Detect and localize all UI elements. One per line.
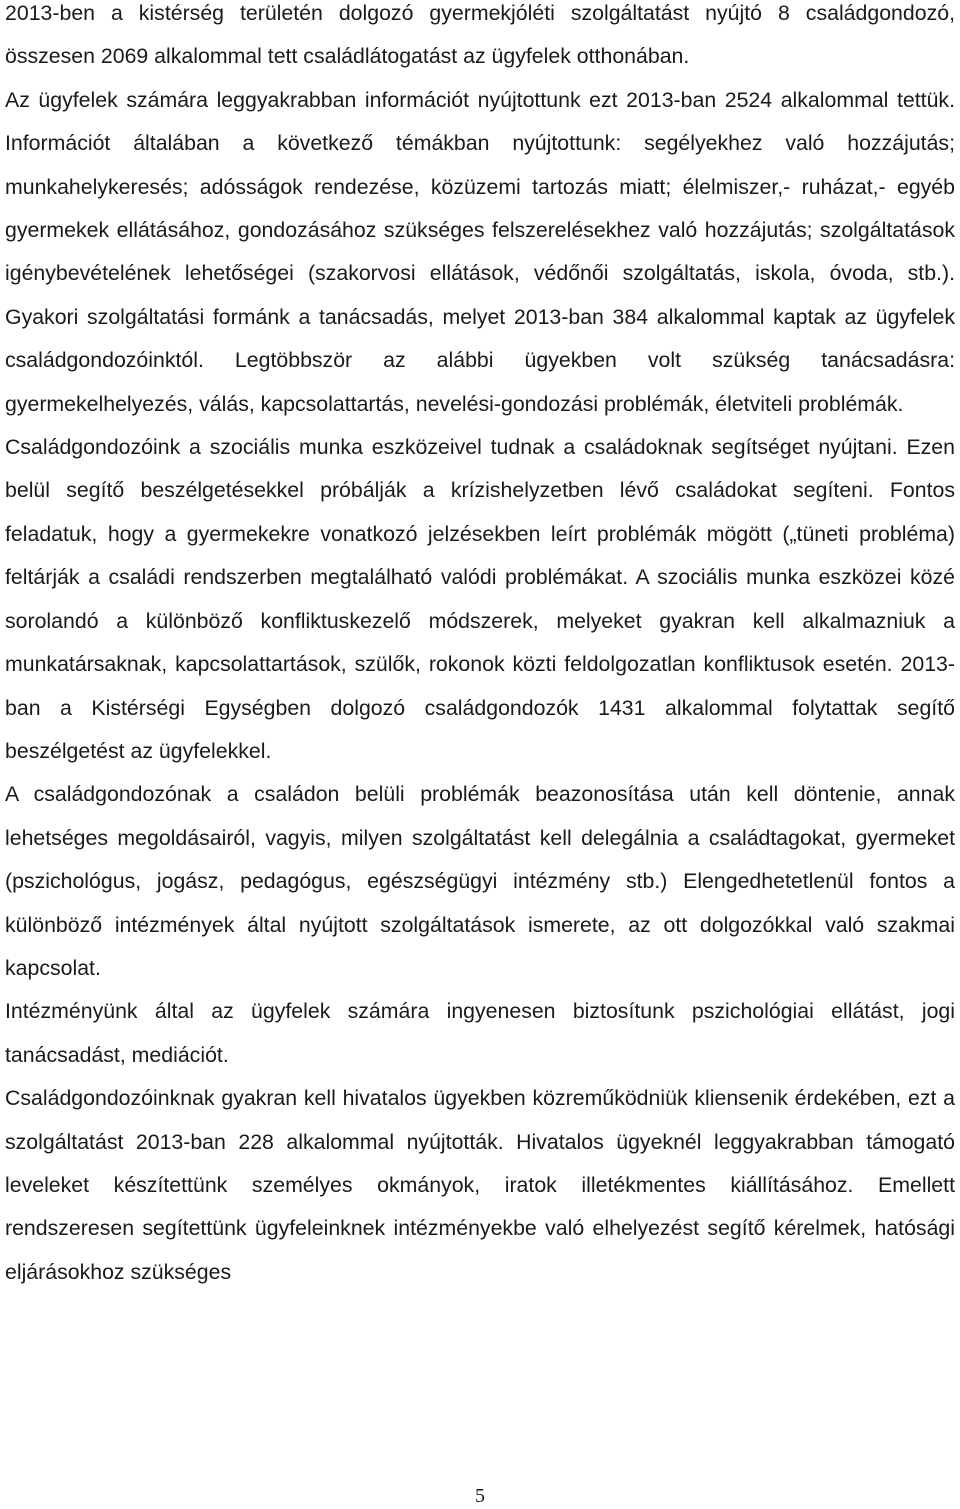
paragraph-information-advice: Az ügyfelek számára leggyakrabban információt nyújtottunk ezt 2013-ban 2524 alkalommal tettük. Információt általában a következő témákban nyújtottunk: segélyekhez való hozzájutás; munkahelykeresés; adósságok rendezése, közüzemi tartozás miatt; élelmiszer,- ruházat,- egyéb gyermekek ellátásához, gondozásához szükséges felszerelésekhez való hozzájutás; szolgáltatások igénybevételének lehetőségei (szakorvosi ellátások, védőnői szolgáltatás, iskola, óvoda, stb.). Gyakori szolgáltatási formánk a tanácsadás, melyet 2013-ban 384 alkalommal kaptak az ügyfelek családgondozóinktól. Legtöbbször az alábbi ügyekben volt szükség tanácsadásra: gyermekelhelyezés, válás, kapcsolattartás, nevelési-gondozási problémák, életviteli problémák. bbox=[5, 87, 955, 416]
paragraph-home-visits: 2013-ben a kistérség területén dolgozó gyermekjóléti szolgáltatást nyújtó 8 családgondozó, összesen 2069 alkalommal tett családlátogatást az ügyfelek otthonában. bbox=[5, 1, 955, 69]
page-number: 5 bbox=[475, 1485, 485, 1507]
paragraph-problem-identification: A családgondozónak a családon belüli problémák beazonosítása után kell döntenie, annak lehetséges megoldásairól, vagyis, milyen szolgáltatást kell delegálnia a családtagokat, gyermeket (pszichológus, jogász, pedagógus, egészségügyi intézmény stb.) Elengedhetetlenül fontos a különböző intézmények által nyújtott szolgáltatások ismerete, az ott dolgozókkal való szakmai kapcsolat. bbox=[5, 782, 955, 980]
paragraph-official-matters: Családgondozóinknak gyakran kell hivatalos ügyekben közreműködniük kliensenik érdekében, ezt a szolgáltatást 2013-ban 228 alkalommal nyújtották. Hivatalos ügyeknél leggyakrabban támogató leveleket készítettünk személyes okmányok, iratok illetékmentes kiállításához. Emellett rendszeresen segítettünk ügyfeleinknek intézményekbe való elhelyezést segítő kérelmek, hatósági eljárásokhoz szükséges bbox=[5, 1086, 955, 1284]
paragraph-social-work-tools: Családgondozóink a szociális munka eszközeivel tudnak a családoknak segítséget nyújtani. Ezen belül segítő beszélgetésekkel próbálják a krízishelyzetben lévő családokat segíteni. Fontos feladatuk, hogy a gyermekekre vonatkozó jelzésekben leírt problémák mögött („tüneti probléma) feltárják a családi rendszerben megtalálható valódi problémákat. A szociális munka eszközei közé sorolandó a különböző konfliktuskezelő módszerek, melyeket gyakran kell alkalmazniuk a munkatársaknak, kapcsolattartások, szülők, rokonok közti feldolgozatlan konfliktusok esetén. 2013-ban a Kistérségi Egységben dolgozó családgondozók 1431 alkalommal folytattak segítő beszélgetést az ügyfelekkel. bbox=[5, 435, 955, 763]
paragraph-free-services: Intézményünk által az ügyfelek számára ingyenesen biztosítunk pszichológiai ellátást, jogi tanácsadást, mediációt. bbox=[5, 999, 955, 1067]
document-body bbox=[5, 0, 955, 1294]
